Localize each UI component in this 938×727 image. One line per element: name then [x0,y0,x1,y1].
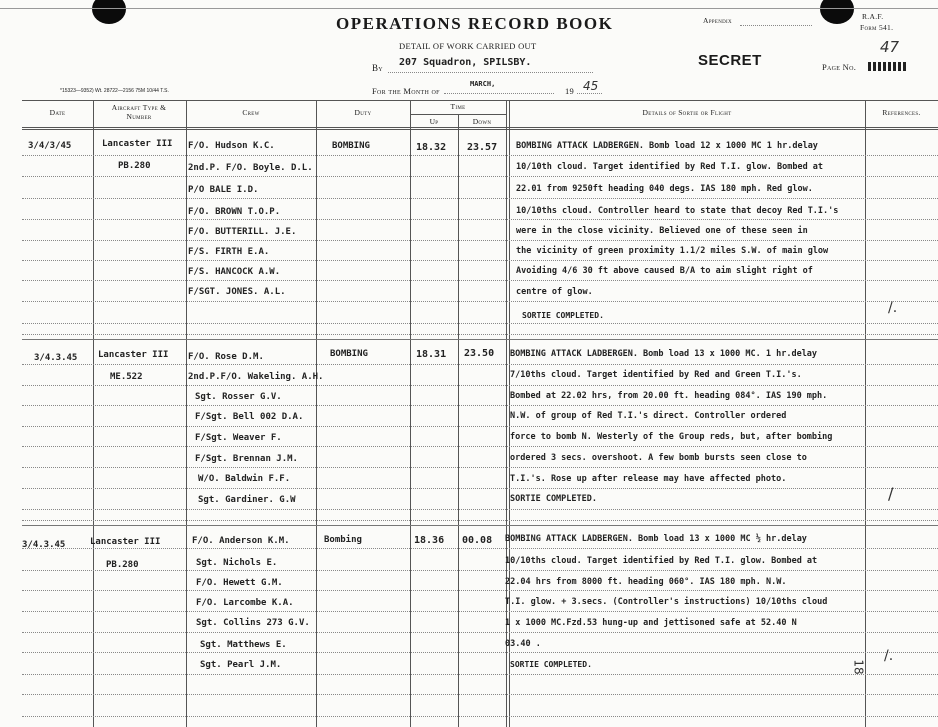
sortie-3-detail-3: 22.04 hrs from 8000 ft. heading 060°. IAS 180 mph. N.W. [505,577,787,587]
col-header-references: References. [882,108,921,117]
col-header-time: Time [450,102,466,111]
sortie-1-crew-3: P/O BALE I.D. [188,185,259,195]
margin-note: 18 [851,659,866,675]
sortie-1-date: 3/4/3/45 [28,141,72,151]
sortie-2-crew-5: F/Sgt. Weaver F. [195,433,282,443]
ruled-line [22,155,938,156]
ruled-line [22,520,938,521]
secret-stamp: SECRET [698,52,762,69]
appendix-label: Appendix [703,16,732,25]
page-title: OPERATIONS RECORD BOOK [336,14,614,33]
sortie-2-detail-4: N.W. of group of Red T.I.'s direct. Controller ordered [510,411,787,421]
by-label: By [372,63,383,73]
sortie-1-aircraft-type: Lancaster III [102,139,173,149]
sortie-3-crew-7: Sgt. Pearl J.M. [200,660,282,670]
sortie-2-detail-1: BOMBING ATTACK LADBERGEN. Bomb load 13 x 1000 MC. 1 hr.delay [510,349,818,359]
ruled-line [22,334,938,335]
sortie-1-detail-3: 22.01 from 9250ft heading 040 degs. IAS 180 mph. Red glow. [516,184,813,194]
squadron-name: 207 Squadron, SPILSBY. [399,57,532,68]
sortie-1-ref-mark: /. [888,300,898,316]
ruled-line [22,198,938,199]
sortie-2-detail-6: ordered 3 secs. overshoot. A few bomb bursts seen close to [510,453,807,463]
col-rule-up [458,114,459,727]
sortie-1-detail-2: 10/10th cloud. Target identified by Red T.I. glow. Bombed at [516,162,824,172]
sortie-3-crew-6: Sgt. Matthews E. [200,640,287,650]
sortie-2-crew-4: F/Sgt. Bell 002 D.A. [195,412,304,422]
year-prefix: 19 [565,86,575,96]
sortie-1-crew-7: F/S. HANCOCK A.W. [188,267,281,277]
sortie-3-crew-5: Sgt. Collins 273 G.V. [196,618,310,628]
ruled-line [22,260,938,261]
sortie-3-up: 18.36 [414,535,445,546]
month-value: MARCH, [470,80,496,88]
sortie-1-down: 23.57 [467,142,498,153]
ruled-line [22,716,938,717]
top-rule [0,8,938,9]
ruled-line [22,240,938,241]
sortie-3-detail-2: 10/10ths cloud. Target identified by Red T.I. glow. Bombed at [505,556,818,566]
page-no-label: Page No. [822,62,857,72]
ruled-line [22,446,938,447]
squadron-line [388,72,593,73]
sortie-3-crew-1: F/O. Anderson K.M. [192,536,290,546]
sortie-2-detail-5: force to bomb N. Westerly of the Group reds, but, after bombing [510,432,833,442]
ruled-line [22,323,938,324]
detail-label: DETAIL OF WORK CARRIED OUT [399,41,537,51]
sortie-1-crew-2: 2nd.P. F/O. Boyle. D.L. [188,163,313,173]
sortie-2-detail-8: SORTIE COMPLETED. [510,494,597,504]
appendix-line [740,25,812,26]
raf-label: R.A.F. [862,12,884,21]
sortie-2-detail-2: 7/10ths cloud. Target identified by Red and Green T.I.'s. [510,370,802,380]
sortie-1-detail-7: Avoiding 4/6 30 ft above caused B/A to aim slight right of [516,266,813,276]
sortie-3-ref-mark: /. [884,648,894,664]
sortie-3-detail-7: SORTIE COMPLETED. [510,660,592,669]
table-top-rule [22,100,938,101]
sortie-3-detail-5: 1 x 1000 MC.Fzd.53 hung-up and jettisoned safe at 52.40 N [505,618,797,628]
sortie-2-up: 18.31 [416,349,447,360]
month-label: For the Month of [372,86,440,96]
sortie-2-serial: ME.522 [110,372,143,382]
sortie-2-detail-3: Bombed at 22.02 hrs, from 20.00 ft. heading 084°. IAS 190 mph. [510,391,828,401]
sortie-3-crew-4: F/O. Larcombe K.A. [196,598,294,608]
ruled-line [22,652,938,653]
ruled-line [22,509,938,510]
sortie-2-crew-2: 2nd.P.F/O. Wakeling. A.H. [188,372,324,382]
ruled-line [22,548,938,549]
col-header-details: Details of Sortie or Flight [642,108,732,117]
ruled-line [22,632,938,633]
ruled-line [22,405,938,406]
ruled-line [22,467,938,468]
sortie-3-crew-2: Sgt. Nichols E. [196,558,278,568]
sortie-1-crew-1: F/O. Hudson K.C. [188,141,275,151]
ruled-line [22,364,938,365]
sortie-3-detail-6: 03.40 . [505,639,541,649]
sortie-3-aircraft-type: Lancaster III [90,537,161,547]
col-header-down: Down [472,117,492,126]
ruled-line [22,488,938,489]
sortie-separator [22,339,938,340]
sortie-separator [22,525,938,526]
sortie-1-detail-1: BOMBING ATTACK LADBERGEN. Bomb load 12 x 1000 MC 1 hr.delay [516,141,818,151]
sortie-2-duty: BOMBING [330,349,368,359]
col-header-aircraft: Aircraft Type & Number [111,103,167,121]
sortie-3-date: 3/4.3.45 [22,540,66,550]
ruled-line [22,385,938,386]
sortie-1-detail-10: SORTIE COMPLETED. [522,311,604,320]
month-line [444,93,554,94]
sortie-1-crew-8: F/SGT. JONES. A.L. [188,287,286,297]
ruled-line [22,301,938,302]
sortie-3-crew-3: F/O. Hewett G.M. [196,578,283,588]
sortie-3-serial: PB.280 [106,560,139,570]
col-header-up: Up [429,117,439,126]
sortie-1-crew-6: F/S. FIRTH E.A. [188,247,270,257]
form-label: Form 541. [860,23,894,32]
ruled-line [22,176,938,177]
punch-hole-left [92,0,126,24]
sortie-2-ref-mark: / [888,484,894,503]
sortie-1-crew-5: F/O. BUTTERILL. J.E. [188,227,297,237]
sortie-3-detail-1: BOMBING ATTACK LADBERGEN. Bomb load 13 x 1000 MC ½ hr.delay [505,534,807,544]
sortie-2-crew-7: W/O. Baldwin F.F. [198,474,291,484]
col-header-crew: Crew [242,108,260,117]
sortie-3-down: 00.08 [462,535,493,546]
ruled-line [22,674,938,675]
sortie-1-detail-6: the vicinity of green proximity 1.1/2 miles S.W. of main glow [516,246,829,256]
year-line [577,93,602,94]
sortie-2-date: 3/4.3.45 [34,353,78,363]
sortie-2-aircraft-type: Lancaster III [98,350,169,360]
sortie-3-duty: Bombing [324,535,362,545]
sortie-1-serial: PB.280 [118,161,151,171]
sortie-1-detail-8: centre of glow. [516,287,593,297]
sortie-2-crew-1: F/O. Rose D.M. [188,352,264,362]
sortie-2-crew-3: Sgt. Rosser G.V. [195,392,282,402]
ruled-line [22,426,938,427]
sortie-1-detail-4: 10/10ths cloud. Controller heard to state that decoy Red T.I.'s [516,206,839,216]
ruled-line [22,590,938,591]
ruled-line [22,219,938,220]
page-number-strike [868,62,908,71]
col-header-duty: Duty [354,108,372,117]
sortie-2-crew-6: F/Sgt. Brennan J.M. [195,454,298,464]
sortie-2-detail-7: T.I.'s. Rose up after release may have affected photo. [510,474,787,484]
punch-hole-right [820,0,854,24]
ruled-line [22,280,938,281]
sortie-1-duty: BOMBING [332,141,370,151]
sortie-1-up: 18.32 [416,142,447,153]
print-reference: *15323—9352) Wt. 28722—2156 75M 10/44 T.S. [60,88,169,94]
ruled-line [22,570,938,571]
sortie-1-crew-4: F/O. BROWN T.O.P. [188,207,281,217]
year-value: 45 [583,79,599,93]
ruled-line [22,611,938,612]
header-bottom-rule-2 [22,129,938,130]
sortie-3-detail-4: T.I. glow. + 3.secs. (Controller's instructions) 10/10ths cloud [505,597,828,607]
sortie-2-crew-8: Sgt. Gardiner. G.W [198,495,296,505]
page-number: 47 [880,38,900,56]
col-header-date: Date [49,108,66,117]
sortie-2-down: 23.50 [464,348,495,359]
sortie-1-detail-5: were in the close vicinity. Believed one of these seen in [516,226,808,236]
ruled-line [22,694,938,695]
header-bottom-rule [22,127,938,128]
